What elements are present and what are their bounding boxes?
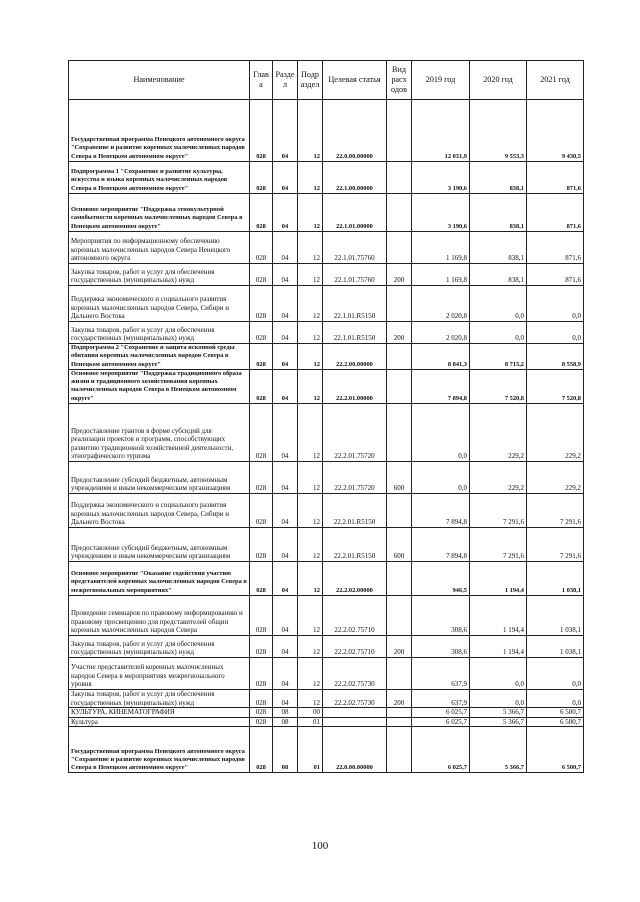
cell-2021: 229,2 (527, 462, 584, 494)
cell-podrazdel: 12 (298, 658, 323, 690)
cell-name: Государственная программа Ненецкого автономного округа "Сохранение и развитие коренных малочисленных народов Севера в Ненецком автономном округе" (69, 727, 250, 773)
cell-target: 22.2.01.75720 (323, 462, 387, 494)
cell-2020: 838,1 (470, 162, 527, 194)
cell-razdel: 04 (273, 194, 298, 232)
cell-name: Поддержка экономического и социального развития коренных малочисленных народов Севера, Сибири и Дальнего Востока (69, 494, 250, 528)
cell-2020: 838,1 (470, 264, 527, 286)
cell-2019: 637,9 (412, 690, 470, 708)
cell-vid: 200 (387, 690, 412, 708)
cell-podrazdel: 12 (298, 494, 323, 528)
cell-glava: 028 (250, 264, 273, 286)
header-razdel: Разде л (273, 61, 298, 100)
cell-2021: 0,0 (527, 286, 584, 322)
cell-name: Основное мероприятие "Поддержка этнокультурной самобытности коренных малочисленных народов Севера в Ненецком автономном округе" (69, 194, 250, 232)
cell-2021: 0,0 (527, 322, 584, 344)
cell-razdel: 04 (273, 162, 298, 194)
table-row (69, 528, 584, 562)
cell-2019: 637,9 (412, 658, 470, 690)
table-body (69, 100, 584, 773)
cell-target (323, 717, 387, 727)
cell-2021: 0,0 (527, 658, 584, 690)
cell-vid (387, 232, 412, 264)
cell-name: Подпрограмма 2 "Сохранение и защита исконной среды обитания коренных малочисленных народов Севера в Ненецком автономном округе" (69, 344, 250, 370)
cell-2020: 1 194,4 (470, 636, 527, 658)
table-row (69, 562, 584, 596)
cell-2021: 0,0 (527, 690, 584, 708)
cell-podrazdel: 12 (298, 596, 323, 636)
cell-2019: 1 169,8 (412, 232, 470, 264)
cell-target: 22.2.01.R5150 (323, 528, 387, 562)
cell-podrazdel: 01 (298, 727, 323, 773)
cell-2019: 7 894,8 (412, 369, 470, 403)
cell-razdel: 04 (273, 100, 298, 162)
cell-2021: 6 500,7 (527, 708, 584, 718)
cell-name: Предоставление грантов в форме субсидий для реализации проектов и программ, способствующих развитию традиционной хозяйственной деятельности, этнографического туризма (69, 404, 250, 462)
cell-target: 22.2.01.R5150 (323, 494, 387, 528)
cell-2020: 229,2 (470, 462, 527, 494)
cell-2019: 2 020,8 (412, 286, 470, 322)
cell-podrazdel: 12 (298, 462, 323, 494)
cell-target: 22.0.00.00000 (323, 100, 387, 162)
cell-2021: 9 430,5 (527, 100, 584, 162)
cell-target: 22.2.02.75710 (323, 596, 387, 636)
cell-name: Культура (69, 717, 250, 727)
cell-target: 22.1.00.00000 (323, 162, 387, 194)
header-name: Наименование (69, 61, 250, 100)
cell-podrazdel: 12 (298, 322, 323, 344)
cell-glava: 028 (250, 162, 273, 194)
cell-2021: 229,2 (527, 404, 584, 462)
cell-target: 22.0.00.00000 (323, 727, 387, 773)
cell-vid (387, 369, 412, 403)
cell-name: Подпрограмма 1 "Сохранение и развитие культуры, искусства и языка коренных малочисленных народов Севера в Ненецком автономном округе" (69, 162, 250, 194)
cell-target: 22.1.01.R5150 (323, 322, 387, 344)
cell-razdel: 04 (273, 528, 298, 562)
cell-razdel: 04 (273, 286, 298, 322)
cell-2019: 6 025,7 (412, 708, 470, 718)
header-2019: 2019 год (412, 61, 470, 100)
cell-2019: 3 190,6 (412, 194, 470, 232)
cell-2021: 7 291,6 (527, 494, 584, 528)
cell-target: 22.2.02.75710 (323, 636, 387, 658)
cell-vid: 200 (387, 264, 412, 286)
budget-table (68, 60, 584, 773)
cell-razdel: 08 (273, 708, 298, 718)
cell-2019: 7 894,8 (412, 494, 470, 528)
cell-2021: 871,6 (527, 232, 584, 264)
cell-target: 22.2.02.00000 (323, 562, 387, 596)
cell-2020: 0,0 (470, 658, 527, 690)
cell-name: Закупка товаров, работ и услуг для обеспечения государственных (муниципальных) нужд (69, 636, 250, 658)
cell-target: 22.2.01.00000 (323, 369, 387, 403)
cell-2020: 1 194,4 (470, 562, 527, 596)
cell-2021: 1 038,1 (527, 562, 584, 596)
cell-2020: 229,2 (470, 404, 527, 462)
cell-podrazdel: 01 (298, 717, 323, 727)
cell-vid: 600 (387, 462, 412, 494)
cell-razdel: 04 (273, 322, 298, 344)
cell-name: Проведение семинаров по правовому информированию и правовому просвещению для представителей общин коренных малочисленных народов Севера (69, 596, 250, 636)
cell-2019: 308,6 (412, 636, 470, 658)
cell-vid (387, 162, 412, 194)
table-row (69, 162, 584, 194)
cell-razdel: 04 (273, 369, 298, 403)
cell-glava: 028 (250, 727, 273, 773)
cell-vid (387, 562, 412, 596)
cell-2019: 1 169,8 (412, 264, 470, 286)
cell-2021: 7 520,8 (527, 369, 584, 403)
cell-glava: 028 (250, 494, 273, 528)
cell-glava: 028 (250, 636, 273, 658)
cell-2019: 6 025,7 (412, 717, 470, 727)
cell-2019: 946,5 (412, 562, 470, 596)
cell-vid (387, 717, 412, 727)
cell-vid (387, 344, 412, 370)
cell-razdel: 04 (273, 562, 298, 596)
cell-podrazdel: 00 (298, 708, 323, 718)
header-target: Целевая статья (323, 61, 387, 100)
cell-2020: 7 291,6 (470, 494, 527, 528)
cell-podrazdel: 12 (298, 286, 323, 322)
cell-vid (387, 727, 412, 773)
cell-razdel: 04 (273, 232, 298, 264)
table-row (69, 658, 584, 690)
table-row (69, 322, 584, 344)
table-header-row (69, 61, 584, 100)
cell-vid (387, 100, 412, 162)
cell-target: 22.1.01.75760 (323, 232, 387, 264)
cell-name: Поддержка экономического и социального развития коренных малочисленных народов Севера, Сибири и Дальнего Востока (69, 286, 250, 322)
cell-glava: 028 (250, 232, 273, 264)
cell-2019: 2 020,8 (412, 322, 470, 344)
cell-2019: 6 025,7 (412, 727, 470, 773)
cell-2020: 7 291,6 (470, 528, 527, 562)
cell-2021: 6 500,7 (527, 727, 584, 773)
table-row (69, 404, 584, 462)
header-podrazdel: Подр аздел (298, 61, 323, 100)
cell-glava: 028 (250, 562, 273, 596)
table-row (69, 100, 584, 162)
cell-2021: 871,6 (527, 264, 584, 286)
cell-target: 22.1.01.R5150 (323, 286, 387, 322)
cell-2020: 0,0 (470, 322, 527, 344)
cell-2021: 1 038,1 (527, 596, 584, 636)
cell-name: Закупка товаров, работ и услуг для обеспечения государственных (муниципальных) нужд (69, 264, 250, 286)
cell-2019: 0,0 (412, 462, 470, 494)
cell-2021: 1 038,1 (527, 636, 584, 658)
cell-razdel: 04 (273, 596, 298, 636)
table-row (69, 264, 584, 286)
cell-2019: 7 894,8 (412, 528, 470, 562)
cell-razdel: 04 (273, 264, 298, 286)
cell-podrazdel: 12 (298, 162, 323, 194)
cell-2020: 5 366,7 (470, 717, 527, 727)
cell-podrazdel: 12 (298, 690, 323, 708)
budget-table-container (68, 60, 583, 773)
cell-vid (387, 494, 412, 528)
cell-glava: 028 (250, 286, 273, 322)
cell-name: Мероприятия по информационному обеспечению коренных малочисленных народов Севера Ненецкого автономного округа (69, 232, 250, 264)
cell-razdel: 04 (273, 344, 298, 370)
cell-podrazdel: 12 (298, 404, 323, 462)
cell-glava: 028 (250, 462, 273, 494)
table-row (69, 708, 584, 718)
cell-glava: 028 (250, 658, 273, 690)
header-glava: Глав а (250, 61, 273, 100)
cell-podrazdel: 12 (298, 264, 323, 286)
cell-vid (387, 596, 412, 636)
cell-2021: 871,6 (527, 194, 584, 232)
cell-2020: 5 366,7 (470, 708, 527, 718)
cell-vid (387, 658, 412, 690)
cell-target: 22.2.00.00000 (323, 344, 387, 370)
table-row (69, 286, 584, 322)
cell-2020: 8 715,2 (470, 344, 527, 370)
cell-razdel: 04 (273, 462, 298, 494)
table-row (69, 369, 584, 403)
table-row (69, 462, 584, 494)
cell-2019: 8 841,3 (412, 344, 470, 370)
cell-2021: 6 500,7 (527, 717, 584, 727)
table-row (69, 636, 584, 658)
cell-2021: 871,6 (527, 162, 584, 194)
cell-target: 22.2.02.75730 (323, 690, 387, 708)
cell-2020: 838,1 (470, 194, 527, 232)
table-row (69, 494, 584, 528)
cell-razdel: 04 (273, 690, 298, 708)
table-row (69, 194, 584, 232)
cell-vid (387, 708, 412, 718)
cell-target: 22.1.01.00000 (323, 194, 387, 232)
cell-2020: 7 520,8 (470, 369, 527, 403)
cell-2019: 0,0 (412, 404, 470, 462)
cell-name: Основное мероприятие "Поддержка традиционного образа жизни и традиционного хозяйствования коренных малочисленных народов Севера в Ненецком автономном округе" (69, 369, 250, 403)
cell-glava: 028 (250, 528, 273, 562)
header-vid: Вид расх одов (387, 61, 412, 100)
cell-vid (387, 286, 412, 322)
cell-razdel: 04 (273, 636, 298, 658)
cell-razdel: 04 (273, 658, 298, 690)
cell-2020: 9 553,3 (470, 100, 527, 162)
cell-vid (387, 404, 412, 462)
cell-vid: 200 (387, 636, 412, 658)
cell-target: 22.1.01.75760 (323, 264, 387, 286)
cell-podrazdel: 12 (298, 232, 323, 264)
cell-glava: 028 (250, 717, 273, 727)
cell-target: 22.2.01.75720 (323, 404, 387, 462)
cell-glava: 028 (250, 344, 273, 370)
cell-2019: 12 031,9 (412, 100, 470, 162)
cell-glava: 028 (250, 369, 273, 403)
cell-name: Участие представителей коренных малочисленных народов Севера в мероприятиях межрегионального уровня (69, 658, 250, 690)
cell-2020: 5 366,7 (470, 727, 527, 773)
table-row (69, 596, 584, 636)
cell-glava: 028 (250, 100, 273, 162)
table-row (69, 344, 584, 370)
cell-razdel: 08 (273, 717, 298, 727)
cell-glava: 028 (250, 404, 273, 462)
header-2021: 2021 год (527, 61, 584, 100)
cell-name: Предоставление субсидий бюджетным, автономным учреждениям и иным некоммерческим организациям (69, 528, 250, 562)
cell-name: Государственная программа Ненецкого автономного округа "Сохранение и развитие коренных малочисленных народов Севера в Ненецком автономном округе" (69, 100, 250, 162)
cell-name: Основное мероприятие "Оказание содействия участию представителей коренных малочисленных народов Севера в межрегиональных мероприятиях" (69, 562, 250, 596)
cell-name: Закупка товаров, работ и услуг для обеспечения государственных (муниципальных) нужд (69, 322, 250, 344)
cell-podrazdel: 12 (298, 194, 323, 232)
cell-target: 22.2.02.75730 (323, 658, 387, 690)
cell-podrazdel: 12 (298, 369, 323, 403)
cell-razdel: 04 (273, 404, 298, 462)
cell-2021: 8 558,9 (527, 344, 584, 370)
cell-vid (387, 194, 412, 232)
cell-podrazdel: 12 (298, 562, 323, 596)
cell-vid: 200 (387, 322, 412, 344)
cell-name: Предоставление субсидий бюджетным, автономным учреждениям и иным некоммерческим организациям (69, 462, 250, 494)
cell-2020: 0,0 (470, 286, 527, 322)
cell-podrazdel: 12 (298, 100, 323, 162)
cell-2020: 0,0 (470, 690, 527, 708)
cell-target (323, 708, 387, 718)
cell-razdel: 08 (273, 727, 298, 773)
cell-glava: 028 (250, 596, 273, 636)
cell-glava: 028 (250, 322, 273, 344)
cell-2019: 308,6 (412, 596, 470, 636)
cell-podrazdel: 12 (298, 344, 323, 370)
cell-name: Закупка товаров, работ и услуг для обеспечения государственных (муниципальных) нужд (69, 690, 250, 708)
cell-podrazdel: 12 (298, 636, 323, 658)
header-2020: 2020 год (470, 61, 527, 100)
cell-glava: 028 (250, 708, 273, 718)
cell-vid: 600 (387, 528, 412, 562)
cell-glava: 028 (250, 690, 273, 708)
cell-razdel: 04 (273, 494, 298, 528)
table-row (69, 232, 584, 264)
cell-podrazdel: 12 (298, 528, 323, 562)
table-row (69, 690, 584, 708)
cell-2020: 838,1 (470, 232, 527, 264)
cell-name: КУЛЬТУРА, КИНЕМАТОГРАФИЯ (69, 708, 250, 718)
table-row (69, 717, 584, 727)
cell-glava: 028 (250, 194, 273, 232)
cell-2021: 7 291,6 (527, 528, 584, 562)
cell-2020: 1 194,4 (470, 596, 527, 636)
page-number: 100 (311, 840, 329, 852)
cell-2019: 3 190,6 (412, 162, 470, 194)
table-row (69, 727, 584, 773)
